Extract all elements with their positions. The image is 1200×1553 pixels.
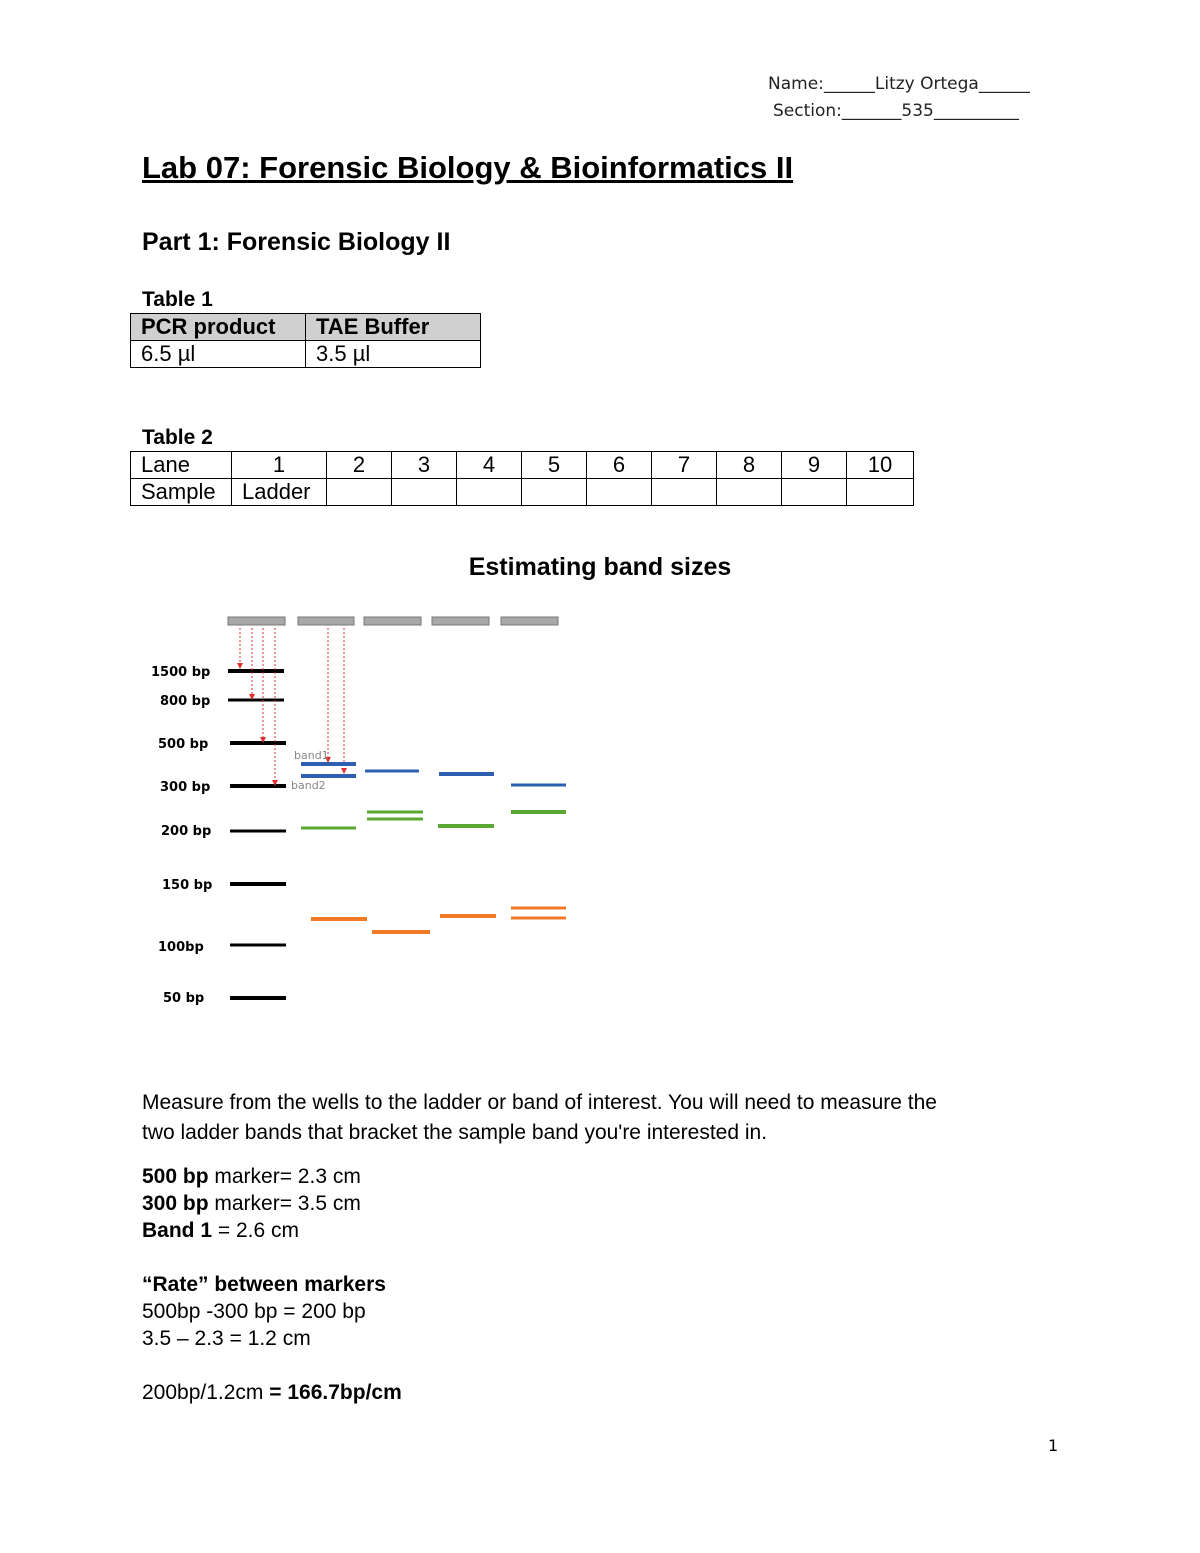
rate-result [142,1379,402,1406]
table1-cell: 3.5 µl [306,341,481,368]
table1-caption: Table 1 [142,288,213,311]
measurement-label: 500 bp [142,1165,209,1188]
part1-heading: Part 1: Forensic Biology II [142,228,451,256]
measurement-value: marker= 3.5 cm [208,1192,361,1215]
rate-line: 3.5 – 2.3 = 1.2 cm [142,1327,311,1350]
ladder-label: 1500 bp [151,665,211,680]
table2-lane-cell: 9 [782,452,847,479]
page-number: 1 [1048,1436,1059,1455]
instruction-line: Measure from the wells to the ladder or band of interest. You will need to measure the [142,1091,937,1114]
table2-row-label: Sample [131,479,232,506]
table1-cell: 6.5 µl [131,341,306,368]
gel-heading: Estimating band sizes [468,553,732,581]
measurement-line [142,1190,361,1217]
page-title: Lab 07: Forensic Biology & Bioinformatics II [142,150,794,185]
name-line: Name:______Litzy Ortega______ [768,74,1030,94]
measurement-line [142,1217,299,1244]
table2-lane-cell: 5 [522,452,587,479]
band2-label: band2 [291,779,326,792]
table2-sample-cell: Ladder [232,479,327,506]
section-line: Section:_______535__________ [773,101,1019,121]
rate-line: 500bp -300 bp = 200 bp [142,1300,366,1323]
rate-heading: “Rate” between markers [142,1273,386,1296]
table2-caption: Table 2 [142,426,213,449]
measurement-value: = 2.6 cm [212,1219,299,1242]
table2-lane-cell: 3 [392,452,457,479]
well [228,617,285,625]
ladder-label: 50 bp [163,991,205,1006]
table2-lane-cell: 2 [327,452,392,479]
table2-lane-cell: 1 [232,452,327,479]
rate-result-plain: 200bp/1.2cm [142,1381,270,1404]
instruction-line: two ladder bands that bracket the sample band you're interested in. [142,1121,768,1144]
ladder-label: 500 bp [158,737,209,752]
band1-label: band1 [294,749,329,762]
ladder-label: 200 bp [161,824,212,839]
measurement-label: Band 1 [142,1219,213,1242]
well [298,617,354,625]
measurement-line [142,1163,361,1190]
ladder-label: 800 bp [160,694,211,709]
ladder-label: 100bp [158,940,204,955]
table2-lane-cell: 10 [847,452,914,479]
table2-lane-cell: 8 [717,452,782,479]
measurement-value: marker= 2.3 cm [208,1165,361,1188]
well [501,617,558,625]
table1-header-cell: TAE Buffer [306,314,481,341]
measurement-label: 300 bp [142,1192,209,1215]
table2-lane-cell: 6 [587,452,652,479]
ladder-label: 150 bp [162,878,213,893]
table2-lane-cell: 7 [652,452,717,479]
table1-header-cell: PCR product [131,314,306,341]
rate-result-bold: = 166.7bp/cm [269,1381,402,1404]
table2-lane-cell: 4 [457,452,522,479]
table2-row-label: Lane [131,452,232,479]
ladder-label: 300 bp [160,780,211,795]
well [432,617,489,625]
wells [228,617,558,625]
well [364,617,421,625]
